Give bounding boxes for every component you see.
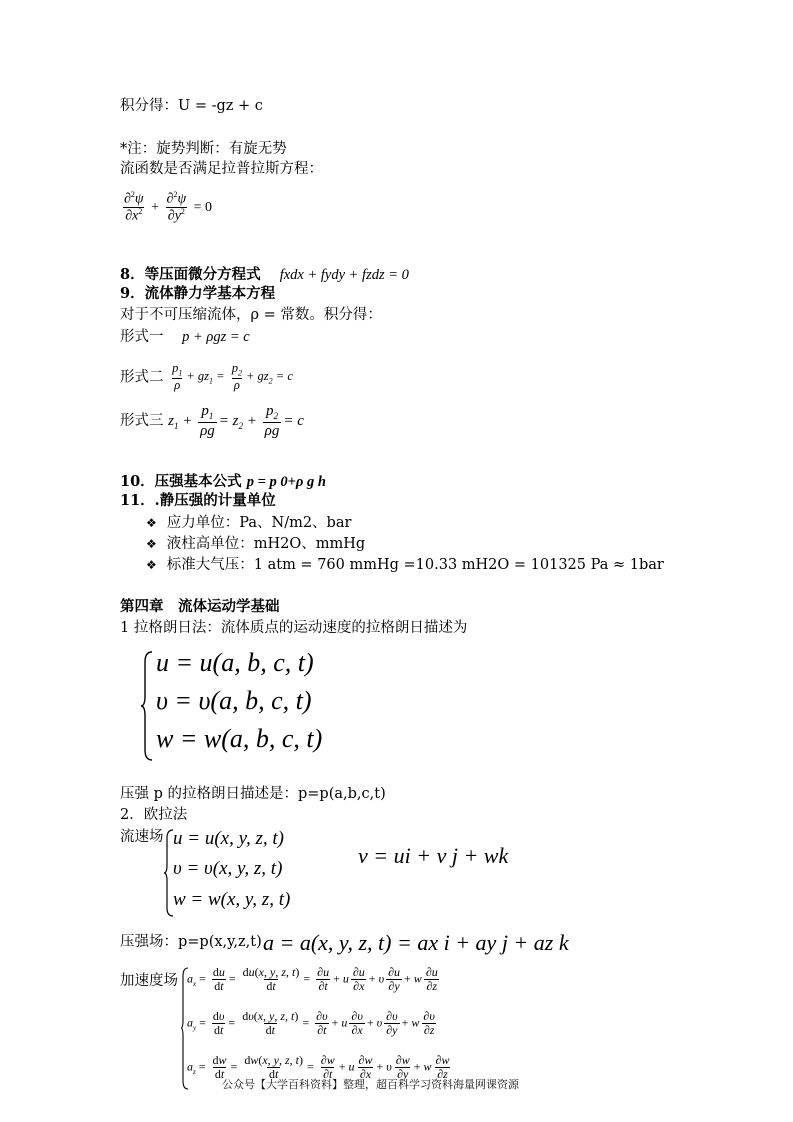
acceleration-vector: a = a(x, y, z, t) = ax i + ay j + az k xyxy=(263,930,569,955)
bullet-item: ❖ 液柱高单位：mH2O、mmHg xyxy=(146,536,366,552)
heading-8: 8．等压面微分方程式 fxdx + fydy + fzdz = 0 xyxy=(120,266,409,283)
form-3: 形式三 $z_1$ + $\frac{p_1}{\rho g}$ = $z_2$ + $\frac{p_2}{\rho g}$ = c xyxy=(120,403,304,439)
heading-11: 11．.静压强的计量单位 xyxy=(120,492,276,509)
velocity-vector: v = ui + v j + wk xyxy=(358,843,509,868)
heading-10: 10．压强基本公式 p = p 0+ρ g h xyxy=(120,473,326,490)
bullet-item: ❖ 标准大气压：1 atm = 760 mmHg =10.33 mH2O = 101325 Pa ≈ 1bar xyxy=(146,557,664,573)
lagrange-intro: 1 拉格朗日法：流体质点的运动速度的拉格朗日描述为 xyxy=(120,620,468,636)
chapter-4-heading: 第四章 流体运动学基础 xyxy=(120,598,280,615)
brace-icon xyxy=(140,650,154,762)
euler-system: u = u(x, y, z, t) υ = υ(x, y, z, t) w = w(x, y, z, t) xyxy=(163,826,323,918)
form-1: 形式一 p + ρgz = c xyxy=(120,329,250,345)
footer-note: 公众号【大学百科资料】整理，超百科学习资料海量网课资源 xyxy=(222,1078,519,1091)
laplace-question: 流函数是否满足拉普拉斯方程： xyxy=(120,161,323,177)
form-2: 形式二 $\frac{p_1}{\rho}$ + $gz_1$ = $\frac{p_2}{\rho}$ + $gz_2 = c$ xyxy=(120,361,293,393)
lagrange-system: u = u(a, b, c, t) υ = υ(a, b, c, t) w = w(a, b, c, t) xyxy=(140,648,340,763)
euler-heading: 2．欧拉法 xyxy=(120,807,188,823)
pressure-lagrange: 压强 p 的拉格朗日描述是：p=p(a,b,c,t) xyxy=(120,786,386,802)
acceleration-label: 加速度场 xyxy=(120,973,178,989)
bullet-item: ❖ 应力单位：Pa、N/m2、bar xyxy=(146,515,352,531)
integral-result: 积分得：U = -gz + c xyxy=(120,98,263,114)
incompressible-text: 对于不可压缩流体，ρ = 常数。积分得： xyxy=(120,307,382,323)
velocity-field-label: 流速场 xyxy=(120,829,164,845)
acceleration-system: $a_x$ = $\frac{du}{dt}$ = $\frac{du(x, y, z, t)}{dt}$ = $\frac{\partial u}{\partial t}$ + u $\frac{\partial u}{\partial x}$ + υ $\frac{\partial u}{\partial y}$ + w $\frac{\partial u}{\partial z}$ $a_y$ = $\frac{d\upsilon}{dt}$ = $\frac{d\upsilon(x, y, z, t)}{dt}$ = $\frac{\partial\upsilon}{\partial t}$ + u $\frac{\partial\upsilon}{\partial x}$ + υ $\frac{\partial\upsilon}{\partial y}$ + w $\frac{\partial\upsilon}{\partial z}$ $a_z$ = $\frac{dw}{dt}$ = $\frac{dw(x, y, z, t)}{dt}$ = $\frac{\partial w}{\partial t}$ + u $\frac{\partial w}{\partial x}$ + υ $\frac{\partial w}{\partial y}$ + w $\frac{\partial w}{\partial z}$ xyxy=(180,966,520,1096)
heading-9: 9．流体静力学基本方程 xyxy=(120,285,276,302)
note-line: *注：旋势判断：有旋无势 xyxy=(120,141,287,157)
pressure-field: 压强场：p=p(x,y,z,t) xyxy=(120,934,262,950)
laplace-equation: $\frac{\partial^2\psi}{\partial x^2}$ + $\frac{\partial^2\psi}{\partial y^2}$ = 0 xyxy=(124,190,213,224)
